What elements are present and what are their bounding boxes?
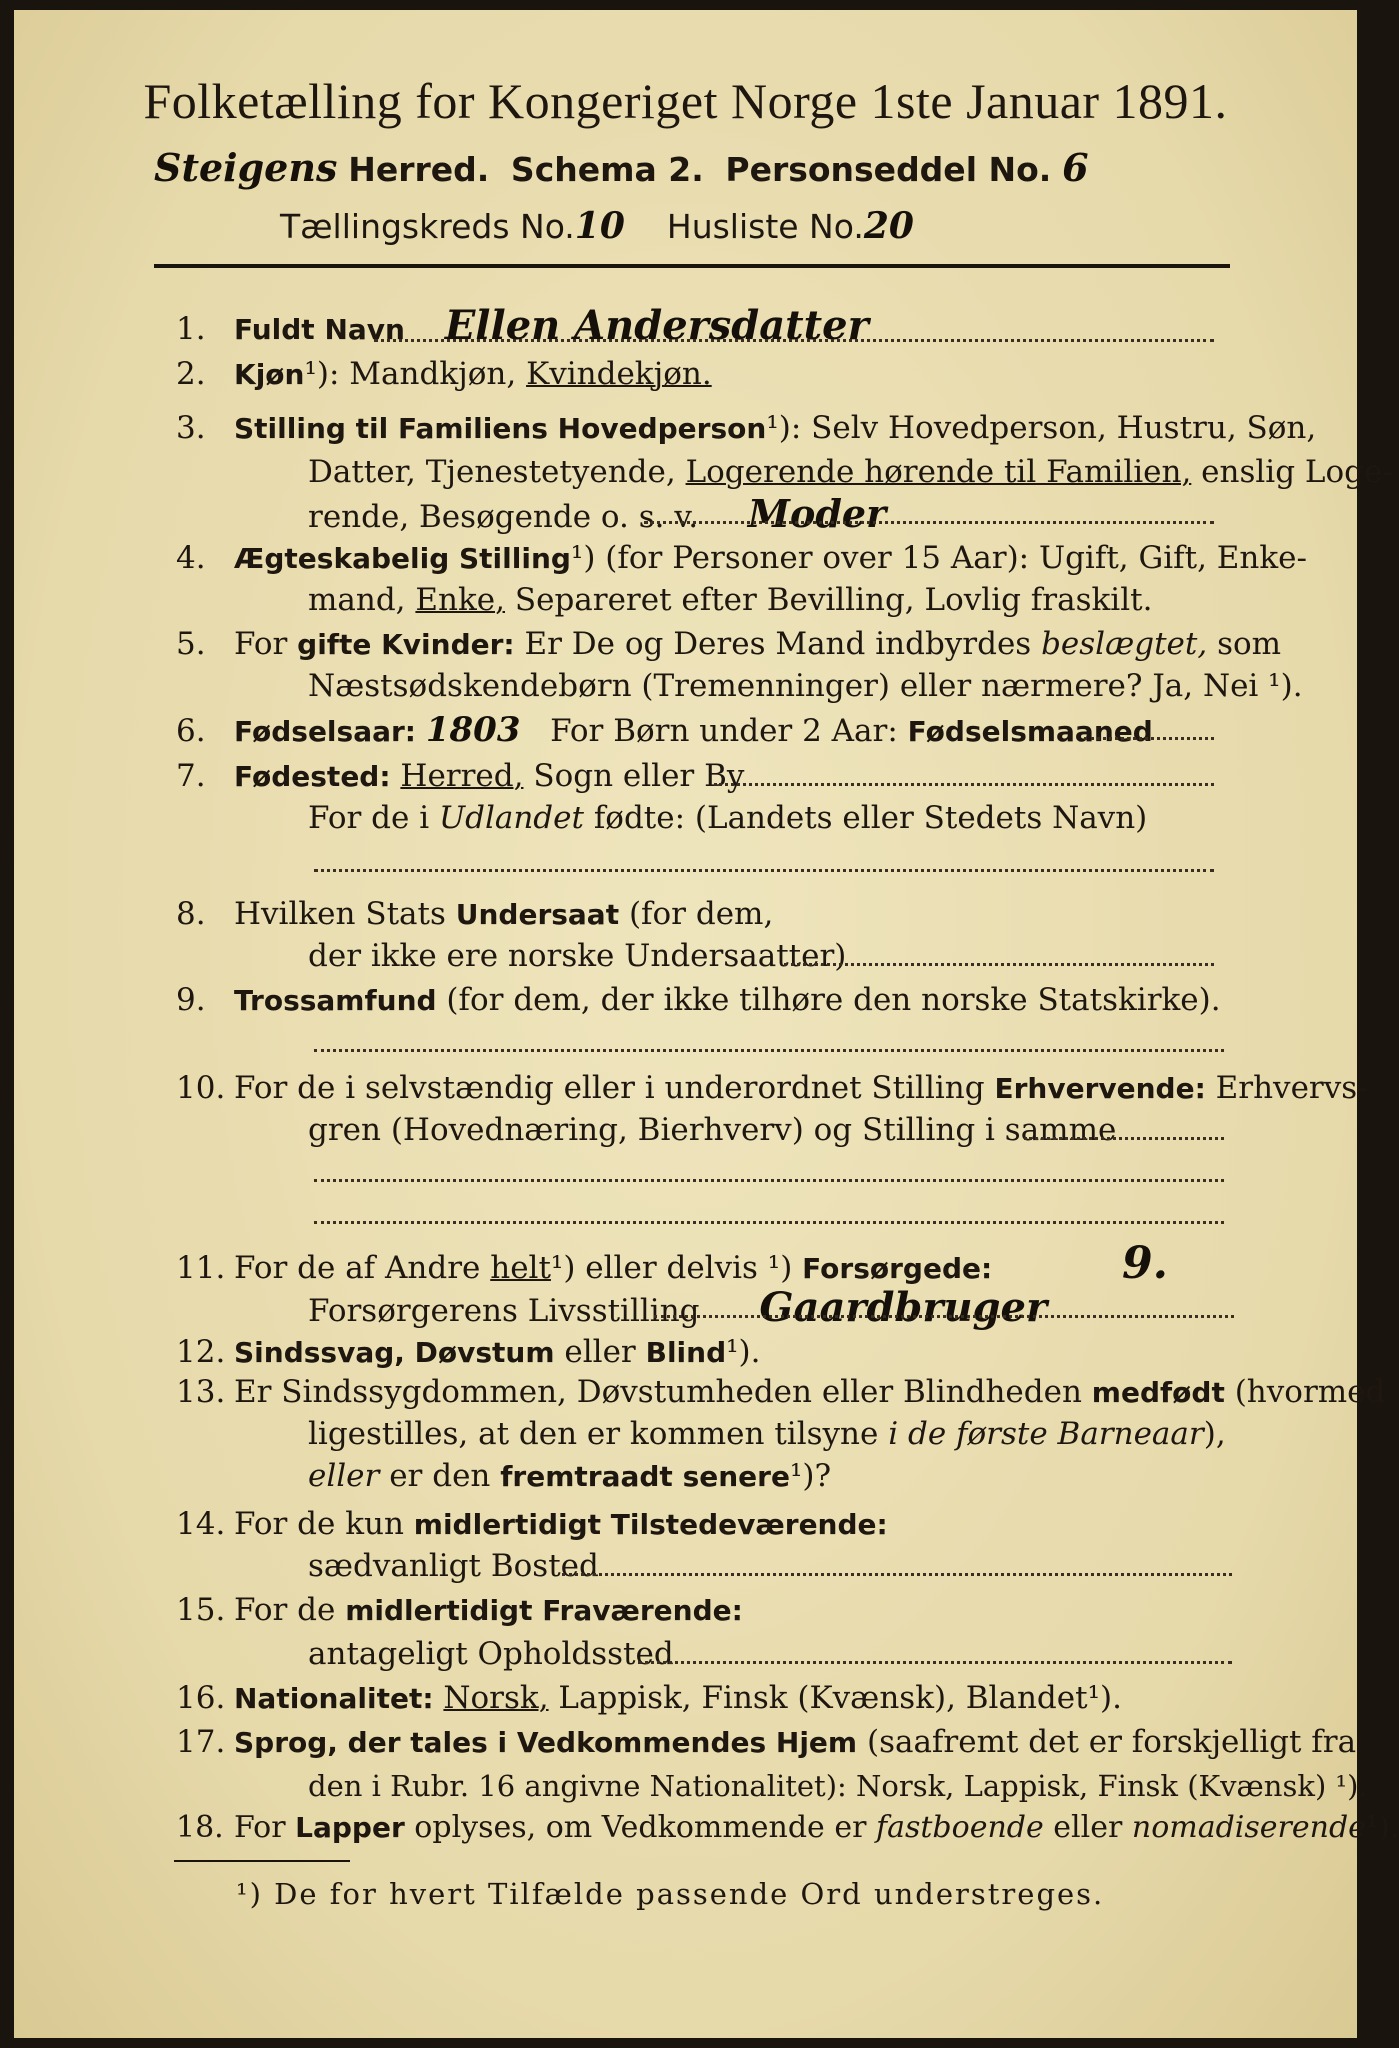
- herred-label: Herred.: [348, 150, 490, 189]
- herred-handwritten: Steigens: [154, 145, 338, 190]
- q16-row: 16. Nationalitet: Norsk, Lappisk, Finsk (Kvænsk), Blandet¹).: [176, 1680, 1122, 1716]
- q17-row-1: 17. Sprog, der tales i Vedkommendes Hjem (saafremt det er forskjelligt fra: [176, 1724, 1357, 1760]
- q4-row-2: mand, Enke, Separeret efter Bevilling, Lovlig fraskilt.: [308, 582, 1153, 618]
- q14-dotted-line: [562, 1572, 1232, 1576]
- q7-dotted-line: [314, 868, 1214, 872]
- q6-birth-year: 1803: [425, 710, 521, 750]
- header-row-2: [280, 206, 914, 247]
- footnote-rule: [174, 1860, 350, 1862]
- q6-row: 6. Fødselsaar: 1803 For Børn under 2 Aar: Fødselsmaaned: [176, 710, 1153, 750]
- q1-dotted-line: [374, 338, 1214, 342]
- q7-row-1: 7. Fødested: Herred, Sogn eller By: [176, 758, 745, 794]
- q8-row-1: 8. Hvilken Stats Undersaat (for dem,: [176, 896, 774, 932]
- q10-row-1: 10. For de i selvstændig eller i underordnet Stilling Erhvervende: Erhvervs-: [176, 1070, 1368, 1106]
- q8-dotted-line: [784, 962, 1214, 966]
- personseddel-number: 6: [1062, 145, 1089, 190]
- q8-row-2: der ikke ere norske Undersaatter): [308, 938, 847, 974]
- q10-dotted-line-1: [314, 1178, 1224, 1182]
- husliste-label: Husliste No.: [666, 207, 864, 246]
- census-form: [14, 10, 1399, 2038]
- q3-dotted-line: [644, 520, 1214, 524]
- kreds-number: 10: [574, 205, 625, 247]
- q4-row-1: 4. Ægteskabelig Stilling¹) (for Personer over 15 Aar): Ugift, Gift, Enke-: [176, 540, 1308, 576]
- kreds-label: Tællingskreds No.: [280, 207, 575, 246]
- q18-row: 18. For Lapper oplyses, om Vedkommende er fastboende eller nomadiserende¹).: [176, 1810, 1399, 1845]
- q12-row: 12. Sindssvag, Døvstum eller Blind¹).: [176, 1334, 761, 1370]
- q16-underlined-answer: Norsk,: [443, 1680, 549, 1716]
- q11-row-1: 11. For de af Andre helt¹) eller delvis ¹) Forsørgede: 9.: [176, 1238, 1168, 1289]
- q15-row-1: 15. For de midlertidigt Fraværende:: [176, 1592, 743, 1628]
- q14-row-1: 14. For de kun midlertidigt Tilstedeværende:: [176, 1506, 888, 1542]
- q10-row-2: gren (Hovednæring, Bierhverv) og Stilling i samme: [308, 1112, 1117, 1148]
- q11-underlined-answer: helt: [490, 1250, 551, 1286]
- q3-row-2: Datter, Tjenestetyende, Logerende hørende til Familien, enslig Loge-: [308, 454, 1393, 490]
- q2-underlined-answer: Kvindekjøn.: [526, 356, 712, 392]
- q1-row: 1. Fuldt Navn Ellen Andersdatter: [176, 302, 869, 349]
- q10-dotted-line-2: [314, 1220, 1224, 1224]
- q13-row-2: ligestilles, at den er kommen tilsyne i de første Barneaar),: [308, 1416, 1226, 1452]
- q15-dotted-line: [638, 1660, 1232, 1664]
- form-title: Folketælling for Kongeriget Norge 1ste Januar 1891.: [143, 73, 1228, 129]
- q15-row-2: antageligt Opholdssted: [308, 1636, 674, 1672]
- header-rule: [154, 264, 1230, 268]
- q5-row-1: 5. For gifte Kvinder: Er De og Deres Mand indbyrdes beslægtet, som: [176, 626, 1282, 662]
- q11-row-2: Forsørgerens Livsstilling Gaardbruger: [308, 1284, 1048, 1331]
- q7-underlined-answer: Herred,: [400, 758, 524, 794]
- footnote: ¹) De for hvert Tilfælde passende Ord understreges.: [236, 1877, 1105, 1911]
- q7-row-2: For de i Udlandet fødte: (Landets eller Stedets Navn): [308, 800, 1148, 836]
- q11-dotted-line: [654, 1314, 1234, 1318]
- personseddel-label: Personseddel No.: [725, 150, 1052, 189]
- q7-dotted-line-top: [714, 782, 1214, 786]
- husliste-number: 20: [863, 205, 914, 247]
- q3-row-1: 3. Stilling til Familiens Hovedperson¹): Selv Hovedperson, Hustru, Søn,: [176, 410, 1317, 446]
- q9-dotted-line: [314, 1048, 1224, 1052]
- q3-answer-handwritten: Moder: [747, 491, 887, 536]
- q14-row-2: sædvanligt Bosted: [308, 1548, 599, 1584]
- q13-row-3: eller er den fremtraadt senere¹)?: [308, 1458, 832, 1494]
- q5-row-2: Næstsødskendebørn (Tremenninger) eller nærmere? Ja, Nei ¹).: [308, 668, 1303, 704]
- q1-answer-name: Ellen Andersdatter: [444, 302, 869, 349]
- q11-answer-handwritten: Gaardbruger: [759, 1284, 1048, 1331]
- q1-label: Fuldt Navn: [234, 313, 405, 346]
- q13-row-1: 13. Er Sindssygdommen, Døvstumheden eller Blindheden medfødt (hvormed: [176, 1374, 1386, 1410]
- q10-dotted-line-0: [1024, 1136, 1224, 1140]
- schema-label: Schema 2.: [510, 150, 704, 189]
- q3-row-3: rende, Besøgende o. s. v. Moder: [308, 491, 887, 536]
- header-row-1: [154, 145, 1089, 190]
- q6-dotted-line: [1084, 736, 1214, 740]
- q2-row: 2. Kjøn¹): Mandkjøn, Kvindekjøn.: [176, 356, 712, 392]
- q9-row: 9. Trossamfund (for dem, der ikke tilhøre den norske Statskirke).: [176, 982, 1221, 1018]
- q4-underlined-answer: Enke,: [415, 582, 505, 618]
- q17-row-2: den i Rubr. 16 angivne Nationalitet): Norsk, Lappisk, Finsk (Kvænsk) ¹).: [308, 1769, 1368, 1803]
- q3-underlined-answer: Logerende hørende til Familien,: [685, 454, 1192, 490]
- q11-handwritten-mark: 9.: [1122, 1238, 1168, 1289]
